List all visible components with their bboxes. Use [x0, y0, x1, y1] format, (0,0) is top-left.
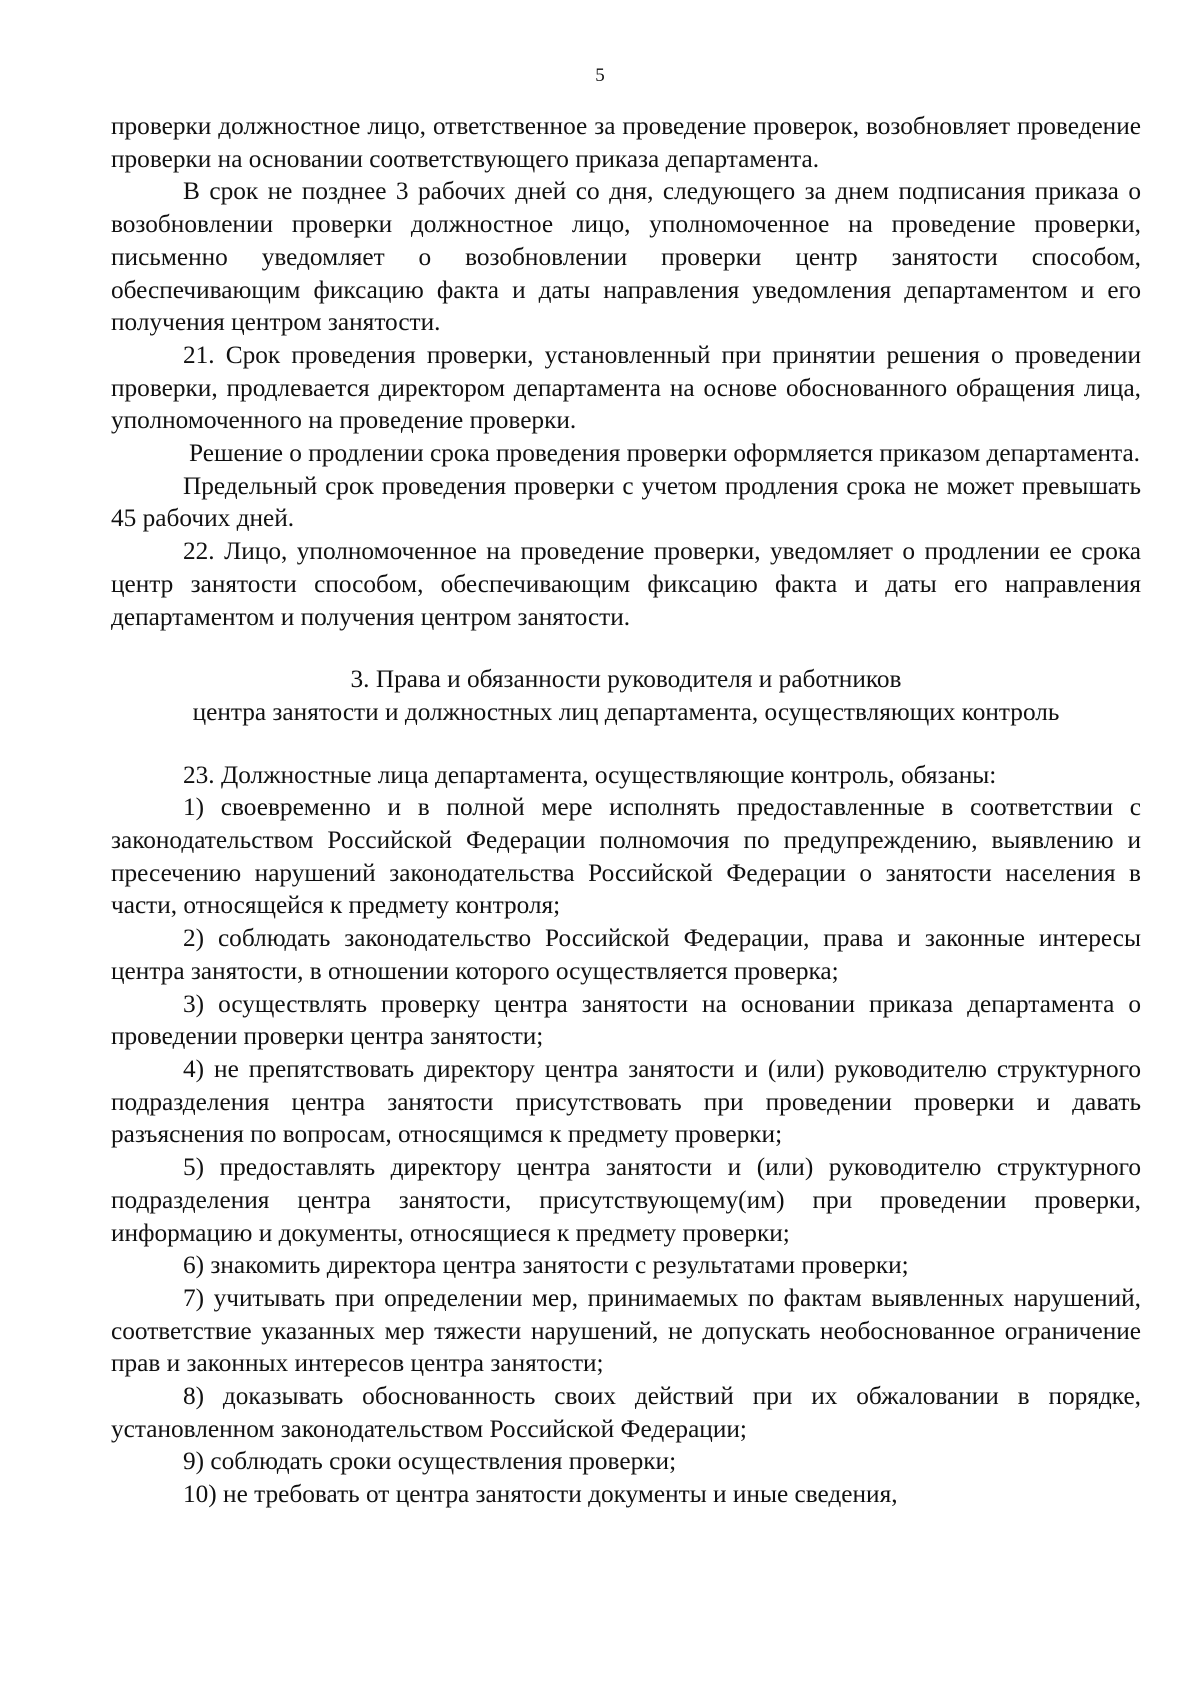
- list-item-3: 3) осуществлять проверку центра занятости на основании приказа департамента о проведении проверки центра занятости;: [111, 989, 1141, 1051]
- section-heading-line-1: 3. Права и обязанности руководителя и работников: [350, 665, 902, 694]
- paragraph-23: 23. Должностные лица департамента, осуществляющие контроль, обязаны:: [183, 760, 997, 789]
- section-heading-line-2: центра занятости и должностных лиц департамента, осуществляющих контроль: [192, 697, 1060, 726]
- section-heading: [111, 663, 1141, 728]
- list-item-6: 6) знакомить директора центра занятости с результатами проверки;: [183, 1251, 909, 1280]
- list-item-8: 8) доказывать обоснованность своих действий при их обжаловании в порядке, установленном законодательством Российской Федерации;: [111, 1382, 1141, 1443]
- page-number: 5: [595, 65, 605, 86]
- paragraph-resumption-notice: В срок не позднее 3 рабочих дней со дня, следующего за днем подписания приказа о возобновлении проверки должностное лицо, уполномоченное на проведение проверки, письменно уведомляет о возобновлении проверки центр занятости способом, обеспечивающим фиксацию факта и даты направления уведомления департаментом и его получения центром занятости.: [111, 177, 1141, 337]
- list-item-7: 7) учитывать при определении мер, принимаемых по фактам выявленных нарушений, соответствие указанных мер тяжести нарушений, не допускать необоснованное ограничение прав и законных интересов центра занятости;: [111, 1283, 1141, 1378]
- list-item-4: 4) не препятствовать директору центра занятости и (или) руководителю структурного подразделения центра занятости присутствовать при проведении проверки и давать разъяснения по вопросам, относящимся к предмету проверки;: [111, 1054, 1141, 1149]
- document-body: [111, 110, 1141, 1511]
- paragraph-21: 21. Срок проведения проверки, установленный при принятии решения о проведении проверки, продлевается директором департамента на основе обоснованного обращения лица, уполномоченного на проведение проверки.: [111, 340, 1141, 435]
- paragraph-extension-order: Решение о продлении срока проведения проверки оформляется приказом департамента.: [189, 439, 1141, 468]
- list-item-5: 5) предоставлять директору центра занятости и (или) руководителю структурного подразделения центра занятости, присутствующему(им) при проведении проверки, информацию и документы, относящиеся к предмету проверки;: [111, 1153, 1141, 1247]
- paragraph-continuation: проверки должностное лицо, ответственное за проведение проверок, возобновляет проведение проверки на основании соответствующего приказа департамента.: [111, 112, 1141, 173]
- list-item-9: 9) соблюдать сроки осуществления проверки;: [183, 1447, 677, 1476]
- list-item-1: 1) своевременно и в полной мере исполнять предоставленные в соответствии с законодательством Российской Федерации полномочия по предупреждению, выявлению и пресечению нарушений законодательства Российской Федерации о занятости населения в части, относящейся к предмету контроля;: [111, 793, 1141, 920]
- list-item-10: 10) не требовать от центра занятости документы и иные сведения,: [183, 1480, 898, 1509]
- paragraph-max-term: Предельный срок проведения проверки с учетом продления срока не может превышать 45 рабочих дней.: [111, 471, 1141, 533]
- paragraph-22: 22. Лицо, уполномоченное на проведение проверки, уведомляет о продлении ее срока центр занятости способом, обеспечивающим фиксацию факта и даты его направления департаментом и получения центром занятости.: [111, 537, 1141, 631]
- list-item-2: 2) соблюдать законодательство Российской Федерации, права и законные интересы центра занятости, в отношении которого осуществляется проверка;: [111, 924, 1141, 985]
